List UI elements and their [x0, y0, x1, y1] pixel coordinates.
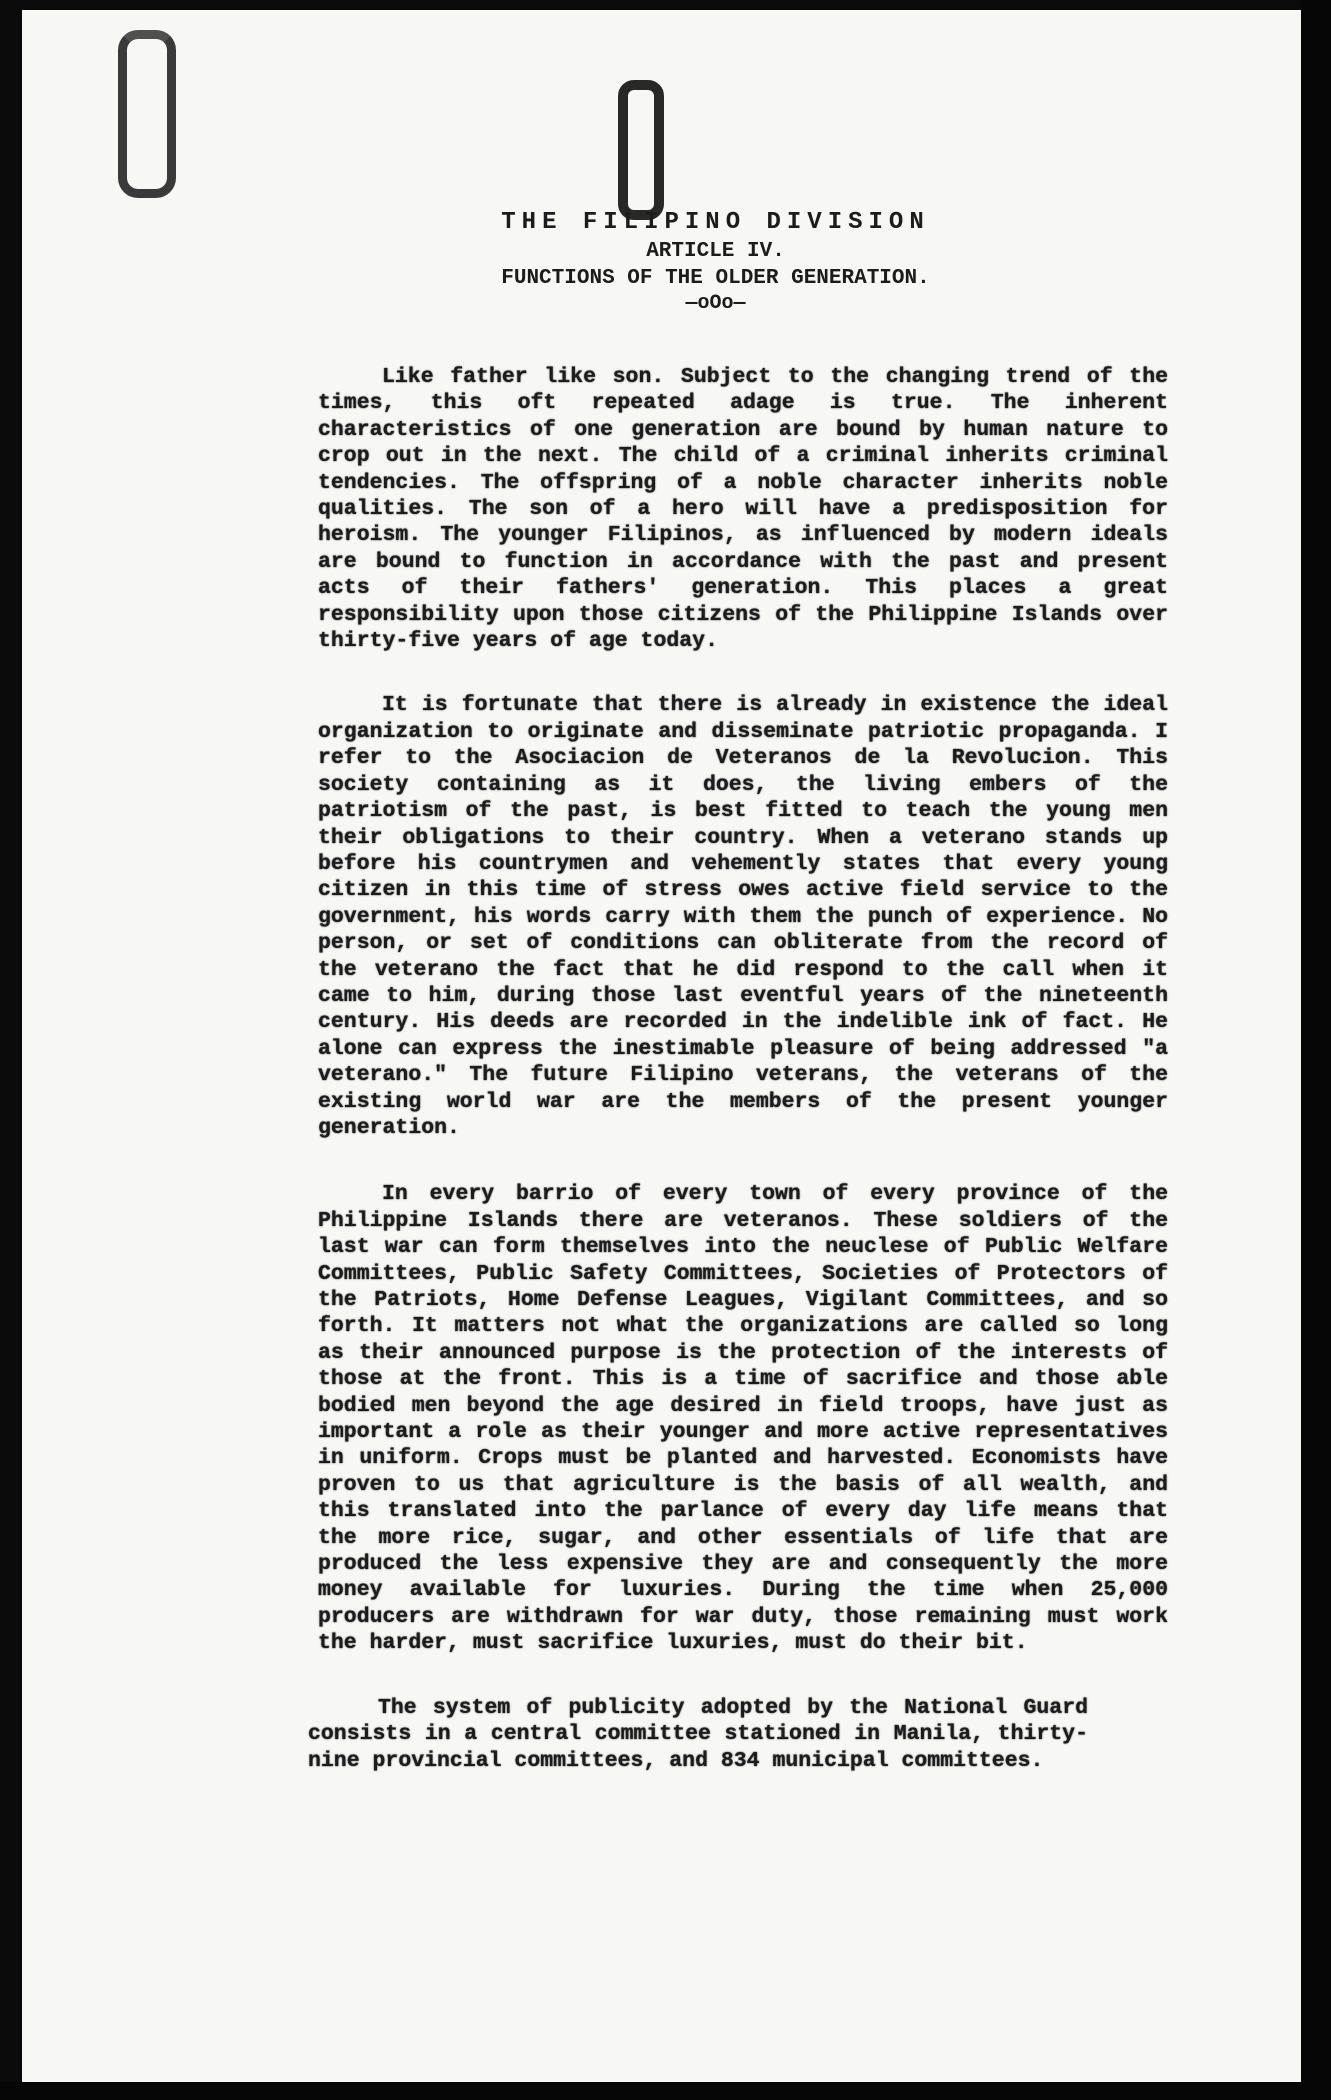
scan-border-bottom — [0, 2082, 1331, 2100]
document-header — [263, 208, 1168, 316]
paragraph-3: In every barrio of every town of every province of the Philippine Islands there are veteranos. These soldiers of the last war can form themselves into the neuclese of Public Welfare Committees, Public Safety Committees, Societies of Protectors of the Patriots, Home Defense Leagues, Vigilant Committees, and so forth. It matters not what the organizations are called so long as their announced purpose is the protection of the interests of those at the front. This is a time of sacrifice and those able bodied men beyond the age desired in field troops, have just as important a role as their younger and more active representatives in uniform. Crops must be planted and harvested. Economists have proven to us that agriculture is the basis of all wealth, and this translated into the parlance of every day life means that the more rice, sugar, and other essentials of life that are produced the less expensive they are and consequently the more money available for luxuries. During the time when 25,000 producers are withdrawn for war duty, those remaining must work the harder, must sacrifice luxuries, must do their bit. — [318, 1182, 1168, 1656]
scan-border-right — [1301, 0, 1331, 2100]
article-number: ARTICLE IV. — [646, 240, 785, 263]
paragraph-1: Like father like son. Subject to the changing trend of the times, this oft repeated adage is true. The inherent characteristics of one generation are bound by human nature to crop out in the next. The child of a criminal inherits criminal tendencies. The offspring of a noble character inherits noble qualities. The son of a hero will have a predisposition for heroism. The younger Filipinos, as influenced by modern ideals are bound to function in accordance with the past and present acts of their fathers' generation. This places a great responsibility upon those citizens of the Philippine Islands over thirty-five years of age today. — [318, 365, 1168, 654]
header-separator: —oOo— — [685, 292, 746, 315]
paragraph-4: The system of publicity adopted by the National Guard consists in a central committee stationed in Manila, thirty-nine provincial committees, and 834 municipal committees. — [308, 1695, 1088, 1773]
paragraph-2: It is fortunate that there is already in existence the ideal organization to originate and disseminate patriotic propaganda. I refer to the Asociacion de Veteranos de la Revolucion. This society containing as it does, the living embers of the patriotism of the past, is best fitted to teach the young men their obligations to their country. When a veterano stands up before his countrymen and vehemently states that every young citizen in this time of stress owes active field service to the government, his words carry with them the punch of experience. No person, or set of conditions can obliterate from the record of the veterano the fact that he did respond to the call when it came to him, during those last eventful years of the nineteenth century. His deeds are recorded in the indelible ink of fact. He alone can express the inestimable pleasure of being addressed "a veterano." The future Filipino veterans, the veterans of the existing world war are the members of the present younger generation. — [318, 693, 1168, 1140]
typed-document — [308, 208, 1168, 1774]
article-subtitle: FUNCTIONS OF THE OLDER GENERATION. — [501, 267, 930, 290]
binder-clip-mark-center — [618, 80, 664, 220]
binder-clip-mark-left — [118, 30, 176, 198]
document-title: THE FILIPINO DIVISION — [501, 209, 930, 236]
